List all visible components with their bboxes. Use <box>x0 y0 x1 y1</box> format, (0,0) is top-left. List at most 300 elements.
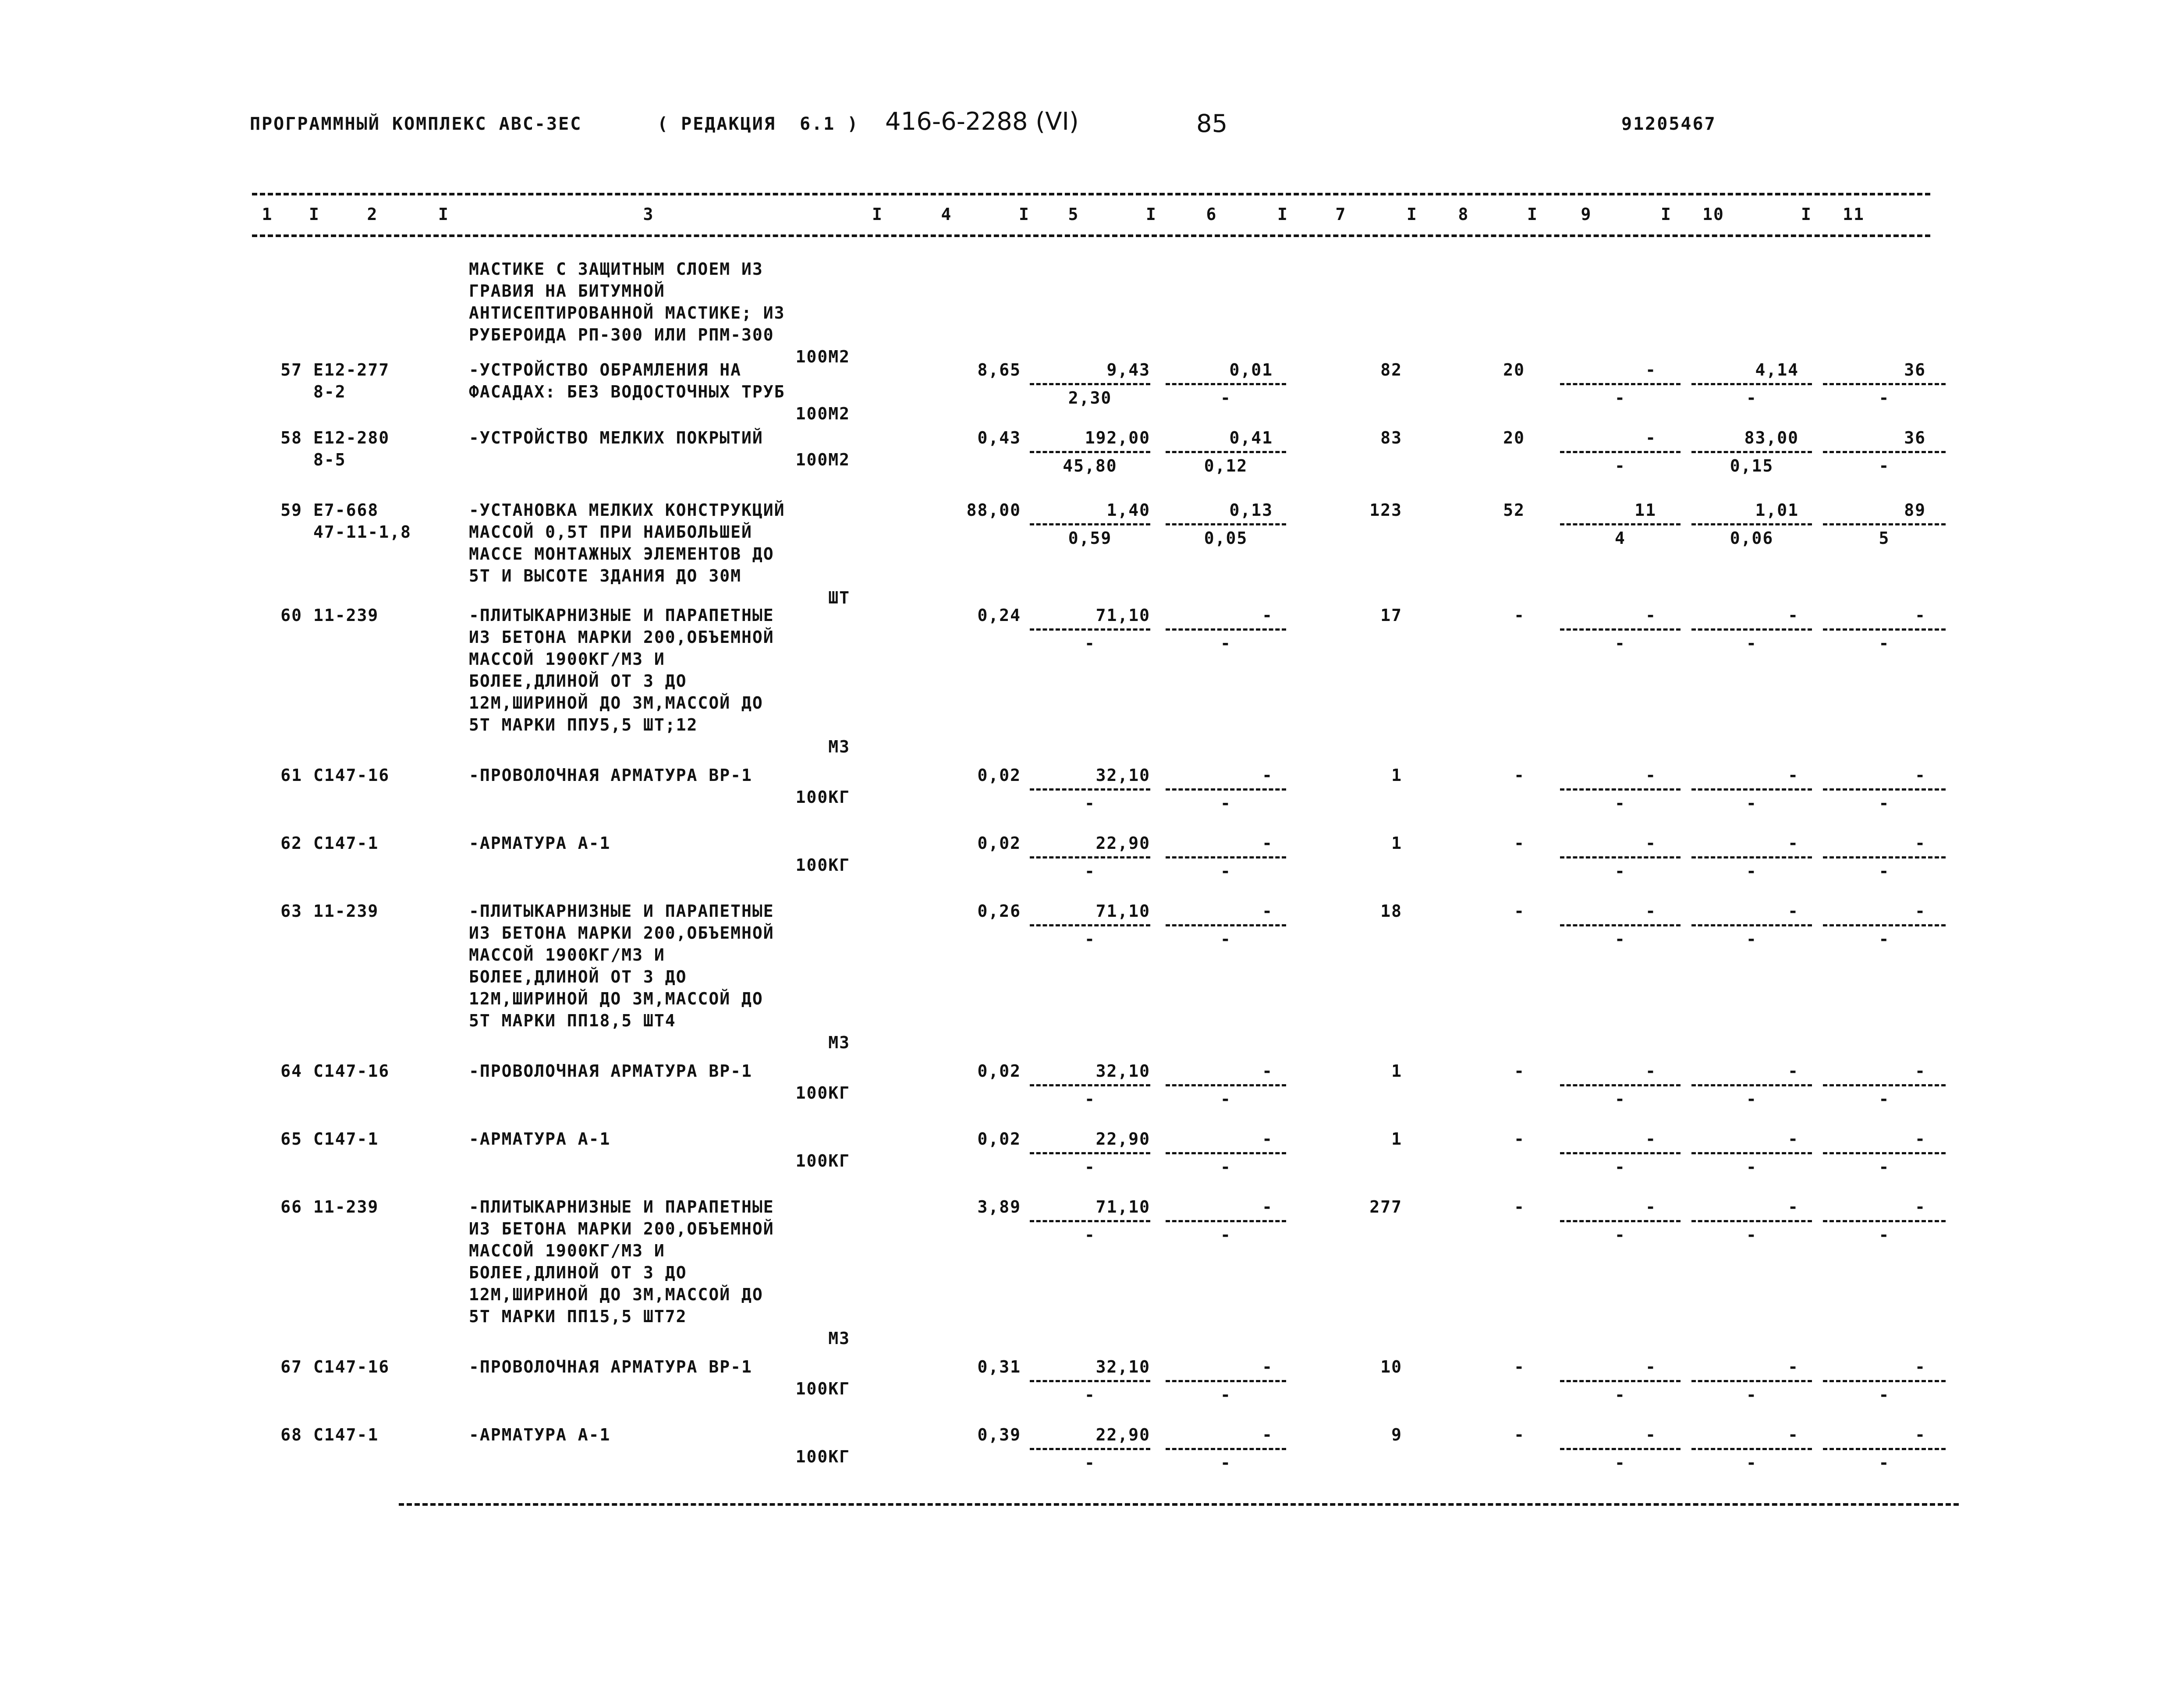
description-line: ГРАВИЯ НА БИТУМНОЙ <box>469 281 665 301</box>
cell-divider <box>1691 1448 1812 1450</box>
column-number: 8 <box>1458 205 1469 224</box>
value-c9b: 4 <box>1615 529 1626 548</box>
row-number: 68 <box>280 1425 302 1444</box>
cell-divider <box>1560 1152 1681 1154</box>
value-c11: - <box>1915 1129 1926 1149</box>
value-c11b: - <box>1879 1385 1890 1405</box>
value-c11: - <box>1915 766 1926 785</box>
value-c6b: - <box>1220 1225 1231 1245</box>
cell-divider <box>1823 383 1946 385</box>
value-c9b: - <box>1615 794 1626 813</box>
value-c11b: 5 <box>1879 529 1890 548</box>
norm-code: 11-239 <box>313 606 379 625</box>
value-c11b: - <box>1879 1089 1890 1109</box>
value-c5: 71,10 <box>1096 606 1150 625</box>
value-c8: 20 <box>1503 360 1525 380</box>
value-c11b: - <box>1879 1157 1890 1177</box>
value-c7: 10 <box>1380 1357 1402 1376</box>
value-c11: - <box>1915 606 1926 625</box>
value-c11b: - <box>1879 929 1890 949</box>
cell-divider <box>1691 1084 1812 1086</box>
value-c6: - <box>1262 901 1273 921</box>
value-c11: 36 <box>1904 360 1926 380</box>
cell-divider <box>1823 451 1946 453</box>
cell-divider <box>1560 451 1681 453</box>
value-c4: 0,02 <box>977 766 1021 785</box>
value-c7: 9 <box>1391 1425 1402 1444</box>
value-c11b: - <box>1879 862 1890 881</box>
norm-code-sub: 8-2 <box>313 382 346 401</box>
column-separator: I <box>1527 205 1538 224</box>
value-c4: 0,43 <box>977 428 1021 447</box>
cell-divider <box>1166 788 1286 791</box>
value-c10b: - <box>1746 634 1757 653</box>
description-line: АНТИСЕПТИРОВАННОЙ МАСТИКЕ; ИЗ <box>469 303 785 323</box>
value-c9: - <box>1645 1357 1656 1376</box>
value-c5b: - <box>1085 634 1096 653</box>
value-c10: - <box>1788 901 1799 921</box>
description-line: -ПРОВОЛОЧНАЯ АРМАТУРА ВР-1 <box>469 1061 752 1081</box>
cell-divider <box>1691 1380 1812 1382</box>
value-c11: - <box>1915 1357 1926 1376</box>
unit-label: 100КГ <box>795 1083 850 1103</box>
column-separator: I <box>438 205 449 224</box>
unit-label: 100М2 <box>795 450 850 469</box>
value-c10b: 0,06 <box>1730 529 1774 548</box>
value-c10: 4,14 <box>1755 360 1799 380</box>
cell-divider <box>1691 451 1812 453</box>
value-c6b: - <box>1220 1089 1231 1109</box>
norm-code: 11-239 <box>313 1197 379 1217</box>
value-c8: - <box>1514 901 1525 921</box>
cell-divider <box>1030 523 1150 525</box>
value-c9b: - <box>1615 929 1626 949</box>
value-c7: 1 <box>1391 766 1402 785</box>
value-c5: 22,90 <box>1096 1129 1150 1149</box>
description-line: -ПРОВОЛОЧНАЯ АРМАТУРА ВР-1 <box>469 1357 752 1376</box>
cell-divider <box>1166 451 1286 453</box>
cell-divider <box>1823 1220 1946 1222</box>
value-c5: 32,10 <box>1096 1357 1150 1376</box>
description-line: МАССОЙ 1900КГ/М3 И <box>469 945 665 965</box>
column-number: 7 <box>1335 205 1347 224</box>
description-line: -ПЛИТЫКАРНИЗНЫЕ И ПАРАПЕТНЫЕ <box>469 901 774 921</box>
cell-divider <box>1030 1448 1150 1450</box>
value-c8: - <box>1514 606 1525 625</box>
value-c11: - <box>1915 1197 1926 1217</box>
value-c10b: - <box>1746 1453 1757 1472</box>
value-c7: 18 <box>1380 901 1402 921</box>
cell-divider <box>1030 1152 1150 1154</box>
value-c11b: - <box>1879 634 1890 653</box>
value-c10: - <box>1788 1197 1799 1217</box>
value-c6b: - <box>1220 1157 1231 1177</box>
value-c6b: - <box>1220 388 1231 408</box>
value-c7: 17 <box>1380 606 1402 625</box>
value-c11: - <box>1915 901 1926 921</box>
cell-divider <box>1030 451 1150 453</box>
cell-divider <box>1691 523 1812 525</box>
cell-divider <box>1691 856 1812 858</box>
value-c8: - <box>1514 1129 1525 1149</box>
value-c5b: - <box>1085 1225 1096 1245</box>
unit-label: 100КГ <box>795 855 850 875</box>
description-line: РУБЕРОИДА РП-300 ИЛИ РПМ-300 <box>469 325 774 344</box>
unit-label: 100М2 <box>795 347 850 366</box>
cell-divider <box>1560 924 1681 926</box>
column-separator: I <box>1146 205 1157 224</box>
value-c6: - <box>1262 1197 1273 1217</box>
value-c11b: - <box>1879 1225 1890 1245</box>
value-c6: - <box>1262 1357 1273 1376</box>
value-c11b: - <box>1879 794 1890 813</box>
description-line: -УСТАНОВКА МЕЛКИХ КОНСТРУКЦИЙ <box>469 500 785 520</box>
value-c8: - <box>1514 834 1525 853</box>
cell-divider <box>1560 1084 1681 1086</box>
description-line: 12М,ШИРИНОЙ ДО 3М,МАССОЙ ДО <box>469 989 763 1008</box>
value-c11: 89 <box>1904 500 1926 520</box>
value-c5: 9,43 <box>1106 360 1150 380</box>
value-c6b: - <box>1220 1453 1231 1472</box>
value-c9: - <box>1645 1197 1656 1217</box>
value-c8: - <box>1514 1425 1525 1444</box>
description-line: 12М,ШИРИНОЙ ДО 3М,МАССОЙ ДО <box>469 1285 763 1304</box>
value-c8: 52 <box>1503 500 1525 520</box>
value-c6: 0,01 <box>1229 360 1273 380</box>
value-c4: 0,24 <box>977 606 1021 625</box>
cell-divider <box>1691 788 1812 791</box>
value-c8: - <box>1514 1197 1525 1217</box>
cell-divider <box>1030 924 1150 926</box>
cell-divider <box>1166 856 1286 858</box>
value-c10: 83,00 <box>1744 428 1799 447</box>
value-c11: - <box>1915 1061 1926 1081</box>
norm-code: С147-16 <box>313 766 390 785</box>
value-c5: 22,90 <box>1096 834 1150 853</box>
cell-divider <box>1166 523 1286 525</box>
unit-label: 100КГ <box>795 1151 850 1171</box>
column-number: 1 <box>262 205 273 224</box>
value-c7: 1 <box>1391 1129 1402 1149</box>
description-line: -УСТРОЙСТВО МЕЛКИХ ПОКРЫТИЙ <box>469 428 763 447</box>
cell-divider <box>1823 1448 1946 1450</box>
value-c9b: - <box>1615 1453 1626 1472</box>
program-title: ПРОГРАММНЫЙ КОМПЛЕКС АВС-3ЕС <box>250 114 582 134</box>
norm-code-sub: 8-5 <box>313 450 346 469</box>
value-c10: 1,01 <box>1755 500 1799 520</box>
value-c6: - <box>1262 1129 1273 1149</box>
cell-divider <box>1560 1380 1681 1382</box>
value-c6: - <box>1262 1061 1273 1081</box>
cell-divider <box>1560 523 1681 525</box>
value-c11b: - <box>1879 388 1890 408</box>
value-c5: 32,10 <box>1096 766 1150 785</box>
value-c8: - <box>1514 1061 1525 1081</box>
value-c6: 0,13 <box>1229 500 1273 520</box>
description-line: 5Т И ВЫСОТЕ ЗДАНИЯ ДО 30М <box>469 566 741 585</box>
row-number: 57 <box>280 360 302 380</box>
value-c5: 71,10 <box>1096 901 1150 921</box>
cell-divider <box>1823 628 1946 631</box>
value-c6b: - <box>1220 862 1231 881</box>
value-c5: 192,00 <box>1085 428 1150 447</box>
row-number: 63 <box>280 901 302 921</box>
value-c4: 3,89 <box>977 1197 1021 1217</box>
norm-code: С147-16 <box>313 1357 390 1376</box>
description-line: ИЗ БЕТОНА МАРКИ 200,ОБЪЕМНОЙ <box>469 923 774 943</box>
value-c6b: 0,05 <box>1204 529 1248 548</box>
cell-divider <box>1560 856 1681 858</box>
cell-divider <box>1823 1084 1946 1086</box>
value-c10b: - <box>1746 388 1757 408</box>
value-c9: - <box>1645 766 1656 785</box>
document-code: 91205467 <box>1621 114 1716 134</box>
value-c9: - <box>1645 360 1656 380</box>
norm-code: 11-239 <box>313 901 379 921</box>
cell-divider <box>1691 628 1812 631</box>
description-line: 5Т МАРКИ ПП18,5 ШТ4 <box>469 1011 676 1030</box>
description-line: 5Т МАРКИ ППУ5,5 ШТ;12 <box>469 715 698 734</box>
column-number: 3 <box>643 205 654 224</box>
cell-divider <box>1030 788 1150 791</box>
cell-divider <box>1030 383 1150 385</box>
norm-code: С147-1 <box>313 1425 379 1444</box>
description-line: -ПЛИТЫКАРНИЗНЫЕ И ПАРАПЕТНЫЕ <box>469 1197 774 1217</box>
cell-divider <box>1560 1220 1681 1222</box>
cell-divider <box>1166 1152 1286 1154</box>
value-c11: - <box>1915 1425 1926 1444</box>
unit-label: М3 <box>828 737 850 756</box>
value-c9: - <box>1645 606 1656 625</box>
value-c7: 277 <box>1369 1197 1402 1217</box>
value-c4: 0,02 <box>977 1061 1021 1081</box>
value-c7: 82 <box>1380 360 1402 380</box>
value-c5: 22,90 <box>1096 1425 1150 1444</box>
value-c5b: - <box>1085 862 1096 881</box>
norm-code: С147-1 <box>313 834 379 853</box>
cell-divider <box>1030 1084 1150 1086</box>
row-number: 62 <box>280 834 302 853</box>
cell-divider <box>1823 523 1946 525</box>
value-c7: 83 <box>1380 428 1402 447</box>
column-number: 9 <box>1581 205 1592 224</box>
value-c9: 11 <box>1634 500 1656 520</box>
value-c11: - <box>1915 834 1926 853</box>
value-c4: 0,02 <box>977 1129 1021 1149</box>
unit-label: 100КГ <box>795 1379 850 1398</box>
value-c9: - <box>1645 1061 1656 1081</box>
value-c7: 1 <box>1391 834 1402 853</box>
description-line: -ПЛИТЫКАРНИЗНЫЕ И ПАРАПЕТНЫЕ <box>469 606 774 625</box>
value-c7: 123 <box>1369 500 1402 520</box>
value-c8: - <box>1514 1357 1525 1376</box>
description-line: МАССОЙ 0,5Т ПРИ НАИБОЛЬШЕЙ <box>469 522 752 542</box>
value-c10: - <box>1788 606 1799 625</box>
value-c9b: - <box>1615 634 1626 653</box>
value-c9: - <box>1645 834 1656 853</box>
value-c5b: - <box>1085 1089 1096 1109</box>
cell-divider <box>1030 628 1150 631</box>
description-line: ИЗ БЕТОНА МАРКИ 200,ОБЪЕМНОЙ <box>469 1219 774 1238</box>
column-number: 10 <box>1702 205 1724 224</box>
description-line: БОЛЕЕ,ДЛИНОЙ ОТ 3 ДО <box>469 1263 687 1282</box>
norm-code: С147-16 <box>313 1061 390 1081</box>
column-separator: I <box>1801 205 1812 224</box>
value-c10b: - <box>1746 1089 1757 1109</box>
unit-label: 100КГ <box>795 788 850 807</box>
cell-divider <box>1166 1220 1286 1222</box>
value-c10b: - <box>1746 1385 1757 1405</box>
column-number: 5 <box>1068 205 1079 224</box>
description-line: МАСТИКЕ С ЗАЩИТНЫМ СЛОЕМ ИЗ <box>469 259 763 279</box>
cell-divider <box>1560 383 1681 385</box>
value-c5b: - <box>1085 1453 1096 1472</box>
value-c6: - <box>1262 1425 1273 1444</box>
cell-divider <box>1560 1448 1681 1450</box>
column-separator: I <box>1019 205 1030 224</box>
column-number: 6 <box>1206 205 1217 224</box>
value-c10b: - <box>1746 1157 1757 1177</box>
value-c8: - <box>1514 766 1525 785</box>
value-c6: 0,41 <box>1229 428 1273 447</box>
value-c4: 8,65 <box>977 360 1021 380</box>
description-line: БОЛЕЕ,ДЛИНОЙ ОТ 3 ДО <box>469 967 687 986</box>
value-c10: - <box>1788 834 1799 853</box>
value-c9b: - <box>1615 862 1626 881</box>
value-c9b: - <box>1615 1225 1626 1245</box>
cell-divider <box>1166 1380 1286 1382</box>
row-number: 66 <box>280 1197 302 1217</box>
value-c6: - <box>1262 606 1273 625</box>
row-number: 61 <box>280 766 302 785</box>
value-c4: 0,02 <box>977 834 1021 853</box>
value-c6: - <box>1262 834 1273 853</box>
cell-divider <box>1166 628 1286 631</box>
description-line: -АРМАТУРА А-1 <box>469 834 611 853</box>
value-c9b: - <box>1615 1089 1626 1109</box>
value-c4: 0,31 <box>977 1357 1021 1376</box>
value-c4: 0,39 <box>977 1425 1021 1444</box>
value-c10: - <box>1788 1425 1799 1444</box>
cell-divider <box>1823 924 1946 926</box>
value-c10: - <box>1788 766 1799 785</box>
description-line: ФАСАДАХ: БЕЗ ВОДОСТОЧНЫХ ТРУБ <box>469 382 785 401</box>
column-separator: I <box>1407 205 1418 224</box>
description-line: МАССЕ МОНТАЖНЫХ ЭЛЕМЕНТОВ ДО <box>469 544 774 564</box>
value-c10: - <box>1788 1129 1799 1149</box>
column-number: 4 <box>941 205 952 224</box>
cell-divider <box>1823 1152 1946 1154</box>
row-number: 65 <box>280 1129 302 1149</box>
project-number: 416-6-2288 (VI) <box>885 107 1079 136</box>
value-c6b: 0,12 <box>1204 456 1248 475</box>
column-separator: I <box>1661 205 1672 224</box>
value-c5b: 2,30 <box>1068 388 1112 408</box>
norm-code: С147-1 <box>313 1129 379 1149</box>
value-c5b: 45,80 <box>1063 456 1117 475</box>
description-line: -ПРОВОЛОЧНАЯ АРМАТУРА ВР-1 <box>469 766 752 785</box>
cell-divider <box>1560 628 1681 631</box>
row-number: 58 <box>280 428 302 447</box>
cell-divider <box>1691 924 1812 926</box>
unit-label: М3 <box>828 1329 850 1348</box>
cell-divider <box>1823 1380 1946 1382</box>
cell-divider <box>1030 1380 1150 1382</box>
description-line: ИЗ БЕТОНА МАРКИ 200,ОБЪЕМНОЙ <box>469 628 774 647</box>
description-line: 5Т МАРКИ ПП15,5 ШТ72 <box>469 1307 687 1326</box>
value-c6: - <box>1262 766 1273 785</box>
value-c10: - <box>1788 1357 1799 1376</box>
cell-divider <box>1560 788 1681 791</box>
norm-code: Е12-280 <box>313 428 390 447</box>
cell-divider <box>1691 1220 1812 1222</box>
value-c6b: - <box>1220 1385 1231 1405</box>
cell-divider <box>1166 1448 1286 1450</box>
value-c9b: - <box>1615 388 1626 408</box>
value-c5: 71,10 <box>1096 1197 1150 1217</box>
table-top-rule <box>252 193 1930 195</box>
value-c9b: - <box>1615 1157 1626 1177</box>
value-c9: - <box>1645 1129 1656 1149</box>
unit-label: ШТ <box>828 588 850 607</box>
value-c6b: - <box>1220 794 1231 813</box>
value-c9: - <box>1645 901 1656 921</box>
description-line: БОЛЕЕ,ДЛИНОЙ ОТ 3 ДО <box>469 671 687 691</box>
value-c7: 1 <box>1391 1061 1402 1081</box>
unit-label: 100КГ <box>795 1447 850 1466</box>
edition-label: ( РЕДАКЦИЯ 6.1 ) <box>657 114 859 134</box>
value-c9b: - <box>1615 456 1626 475</box>
row-number: 59 <box>280 500 302 520</box>
cell-divider <box>1166 924 1286 926</box>
description-line: -УСТРОЙСТВО ОБРАМЛЕНИЯ НА <box>469 360 741 380</box>
column-separator: I <box>872 205 883 224</box>
cell-divider <box>1166 383 1286 385</box>
value-c9: - <box>1645 428 1656 447</box>
value-c5b: - <box>1085 794 1096 813</box>
value-c6b: - <box>1220 634 1231 653</box>
table-header-rule <box>252 234 1930 237</box>
cell-divider <box>1823 856 1946 858</box>
value-c8: 20 <box>1503 428 1525 447</box>
cell-divider <box>1691 383 1812 385</box>
value-c5: 32,10 <box>1096 1061 1150 1081</box>
cell-divider <box>1823 788 1946 791</box>
unit-label: М3 <box>828 1033 850 1052</box>
value-c10: - <box>1788 1061 1799 1081</box>
cell-divider <box>1030 1220 1150 1222</box>
column-number: 2 <box>367 205 378 224</box>
value-c10b: - <box>1746 794 1757 813</box>
value-c11: 36 <box>1904 428 1926 447</box>
value-c5b: - <box>1085 1385 1096 1405</box>
value-c10b: - <box>1746 929 1757 949</box>
value-c10b: - <box>1746 862 1757 881</box>
value-c11b: - <box>1879 1453 1890 1472</box>
value-c9: - <box>1645 1425 1656 1444</box>
value-c5b: 0,59 <box>1068 529 1112 548</box>
value-c11b: - <box>1879 456 1890 475</box>
value-c10b: - <box>1746 1225 1757 1245</box>
cell-divider <box>1030 856 1150 858</box>
value-c5b: - <box>1085 929 1096 949</box>
row-number: 64 <box>280 1061 302 1081</box>
value-c6b: - <box>1220 929 1231 949</box>
description-line: МАССОЙ 1900КГ/М3 И <box>469 649 665 669</box>
table-bottom-rule <box>399 1503 1959 1506</box>
norm-code-sub: 47-11-1,8 <box>313 522 411 542</box>
description-line: -АРМАТУРА А-1 <box>469 1425 611 1444</box>
